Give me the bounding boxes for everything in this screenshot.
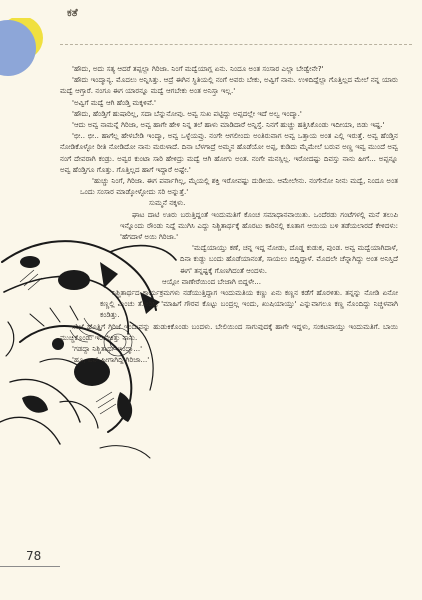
paragraph: 'ಅವ್ವಿಗೆ ಮದ್ವೆ ಆಗಿ ಹೆಂಡ್ತಿ ಮಕ್ಕಳಿವೆ.'	[72, 97, 156, 107]
paragraph: 'ಹೌದು, ಅದು ಸತ್ಯ ಆದರೆ ತಪ್ಪಲ್ಲಾ ಗಿರಿಜಾ. ನಿಂಗೆ ಮದ್ವೆಯಾಗ್ಲ ಏನು. ನಿಂದೂ ಅಂತ ಸಂಸಾರ ಎಲ್ಲಾ ಬೇಡ್ವೇನೇ?'	[72, 64, 324, 73]
paragraph: 'ಹೌದು ಇಂದ್ಮಾನ್ಯ. ಮೊದಲು ಅನ್ನಿಸಿತ್ತು. ಆದ್ರೆ ಈಗಿನ ಸ್ಥಿತಿಯಲ್ಲಿ ನಂಗೆ ಅವರು ಬೇಕು, ಅವ್ವಿಗೆ ನಾನು. ಉಳಿದಿದ್ದೆಲ್ಲಾ ಗೊತ್ತಿಲ್ಲದ ಮೇಲೆ ನನ್ನ ಯಾರು ಮದ್ವೆ ಆಗ್ತಾರೆ. ನಂಗೂ ಈಗ ಯಾರನ್ನೂ ಮದ್ವೆ ಆಗಬೇಕು ಅಂತ ಅನಿಸ್ತಾ ಇಲ್ಲ.'	[60, 75, 398, 96]
paragraph: ಸುಮ್ಮನೆ ನಕ್ಕಳು.	[149, 198, 186, 208]
footer-divider	[0, 566, 60, 567]
story-text	[60, 63, 398, 365]
decorative-circles	[0, 18, 60, 82]
paragraph: ಆಯ್ಗೋ ವಾಣೇರೆಯಿಂದ ಬೇಜಾಗಿ ಬಿದ್ದಳೇ...	[162, 276, 262, 286]
page-number: 78	[26, 549, 42, 563]
paragraph: 'ಗಡದ್ದಾ ನಿಶ್ಚಿತಾರ್ಥ ಇಂದ್ಮಾ...'	[72, 344, 143, 354]
paragraph: 'ಛೀ.. ಛೀ.. ಹಾಗೆಲ್ಲ ಹೇಳಬೇಡಿ ಇಂದ್ಮಾ, ಅವ್ವ ಒಳ್ಳೆಯವ್ರು. ನಂಗೇ ಆಗಲೀಂದು ಅಂತಿರುವಾಗ ಅವ್ವ ಒತ್ತಾಯ ಅಂತ ಎಲ್ಲಿ ಇರುತ್ತೆ. ಅವ್ವ ಹೆಂಡ್ತಿನ ನೋಡಿಕೊಳ್ಳೋ ರೀತಿ ನೋಡಿದೋ ನಾನು ಮರುಳಾದೆ. ದಿನಾ ಬೆಳಗಾದ್ರೆ ಅಮ್ಮನ ಹೊಡೆಯೋ ಅಪ್ಪ, ಕುಡಿದು ಮೈಮೇಲೆ ಬರುವ ಅಣ್ಣ ಇವ್ವ ಮುಂದೆ ಅವ್ವ ನಂಗೆ ದೇವರಾಗಿ ಕಂಡ್ರು. ಅವ್ವರ ಕುಂಟಾ ಸಾರಿ ಹೇಳಿದ್ರು ಮದ್ವೆ ಆಗಿ ಹೋಗು ಅಂತ. ನಂಗೇ ಮನಸ್ಸಿಲ್ಲ. ಇರೋದಷ್ಟು ದಿವಸ್ತು ನಾನು ಹೀಗೆ... ಅಪ್ಪನ್ನೂ ಅವ್ವ ಹೆಂಡ್ತಿಗೂ ಗೊತ್ತು. ಗೊತ್ತಿಲ್ಲದ ಹಾಗೆ ಇದ್ದಾರೆ ಅಷ್ಟೇ.'	[60, 131, 398, 174]
paragraph: ಸಂಜೆ ಹೊತ್ತಿಗೆ ಗಿರಿಜೆ ಇಂದುವನ್ನು ಹುಡುಕಿಕೊಂಡು ಬಂದಳು. ಬೇಲಿಯಿಂದ ಸಾಗುವುದಕ್ಕೆ ಹಾಗೇ ಇದ್ದಳು, ಸಂಕಟವಾಯ್ತು ಇಂದುಮತಿಗೆ. ಬಾಯಿ ಮುಚ್ಚಿಕೊಂಡು ಇರಬೇಕಿತ್ತು ನಾನು.	[60, 321, 398, 342]
chapter-title: ಕತೆ	[67, 7, 78, 19]
paragraph: 'ಹೌದು, ಹೆಂಡ್ತಿಗೆ ಹುಷಾರಿಲ್ಲ, ಸದಾ ಬೆನ್ನುನೋವು. ಅವ್ವ ಸುಖ ಪಟ್ಟಿದ್ದು ಅಪ್ಪದಲ್ಲೇ ಇದೆ ಅಲ್ವ ಇಂದ್ಮಾ.'	[72, 108, 302, 118]
paragraph: ನಿಶ್ಚಿತಾರ್ಥದ ಕಾರ್ಯಕ್ರಮಗಳು ನಡೆಯುತ್ತಿದ್ದಾಗ ಇಂದುಮತಿಯ ಕಣ್ಣು ಏನು ಕಣ್ಣನ ಕಡೆಗೆ ಹೊರಳಿತು. ತನ್ನನ್ನು ನೋಡಿ ಏನೋ ಕಣ್ಣಲ್ಲಿ ಮಿಂಚು ತೋರಿಸಿ, 'ಮಾಹಿಗೆ ಗೌರವ ಕೊಟ್ಟು ಬಂದ್ರಲ್ಲ ಇಂದು, ಖುಷಿಯಾಯ್ತು' ಎನ್ನುವಾಗಲೂ ಕಣ್ಣ ನೊಂದಿದ್ದು ನಿಚ್ಚಳವಾಗಿ ಕಂಡಿತ್ತು.	[100, 288, 398, 320]
paragraph: 'ಹೂ, ಏನ್ ಹೀಗಾಗಿದ್ದಿ ಗಿರಿಜಾ...'	[72, 355, 150, 365]
paragraph: ಘಾಟ ದಾಟಿ ಊರು ಬರುತ್ತಿದ್ದಂತೆ ಇಂದುಮತಿಗೆ ಕೊಂಚ ಸಮಾಧಾನವಾಯಿತು. ಒಂದೆರಡು ಗಂಟೆಗಳಲ್ಲಿ ಮನೆ ತಲುಪಿ ಇನ್ನೊಂದು ರೌಂಡು ನಿದ್ದೆ ಮುಗಿಸಿ ಎದ್ದು ನಿಶ್ಚಿತಾರ್ಥಕ್ಕೆ ಹೊರಟು ಕಾರಿನಲ್ಲಿ ಕೂತಾಗ ಆಯಿಯ ಬಳಿ ತಡೆಯಲಾರದೆ ಕೇಳಿದಳು: 'ಹೆಗದಾಳೆ ಅಯಿ ಗಿರಿಜಾ.'	[120, 209, 398, 242]
paragraph: 'ಆದು ಅವ್ವ ನಾಮನ್ನೆ ಗಿರಿಜಾ, ಅವ್ವ ಹಾಗೇ ಹೇಳಿ ನಿನ್ನ ತಲೆ ಹಾಳು ಮಾಡಿದಾರೆ ಅನ್ನಿಸ್ತೆ. ನಿನಗೆ ಹುಚ್ಚು ಹತ್ತಿಸಿಕೊಂಡು ಇದೀಯಾ, ಬಿಡು ಇಷ್ಟ.'	[72, 120, 385, 130]
paragraph: 'ಮದ್ವೆಯಾಯ್ತು ಕಣೆ, ಚನ್ನ ಇದ್ದ ನೋಡು, ದೊಡ್ಡ ಕುಡುಕ, ಪುಂಡ. ಅವ್ವ ಮದ್ವೆಯಾಗಿದಾಳೆ, ದಿನಾ ಕುಡ್ದು ಬಂದು ಹೊಡೆಯಾನಂತೆ, ಸಾಯಲು ಬಿದ್ದಿದ್ದಾಳೆ. ಮೊದಲೇ ಚೆನ್ನಾಗಿದ್ದು ಅಂತ ಅನಿಸ್ತಿದೆ ಈಗ' ತನ್ನಷ್ಟಕ್ಕೆ ಗೊಣಗಿದಂತೆ ಆಂದಳು.	[180, 243, 398, 275]
header-divider	[60, 44, 412, 45]
paragraph: 'ಹುಚ್ಚು ನಿಂಗೆ, ಗಿರಿಜಾ. ಈಗ ಪರ್ವಾಗಿಲ್ಲ, ಮೈಯಲ್ಲಿ ಶಕ್ತಿ ಇರೋವಷ್ಟು ದುಡೀಯ. ಆಮೇಲೇನು. ನಂಗೇನೋ ನೀನು ಮದ್ವೆ, ನಿಂದೂ ಅಂತ ಒಂದು ಸಂಸಾರ ಮಾಡ್ಕೋಳ್ಳೋದು ಸರಿ ಅನ್ನುತ್ತೆ.'	[80, 176, 398, 197]
